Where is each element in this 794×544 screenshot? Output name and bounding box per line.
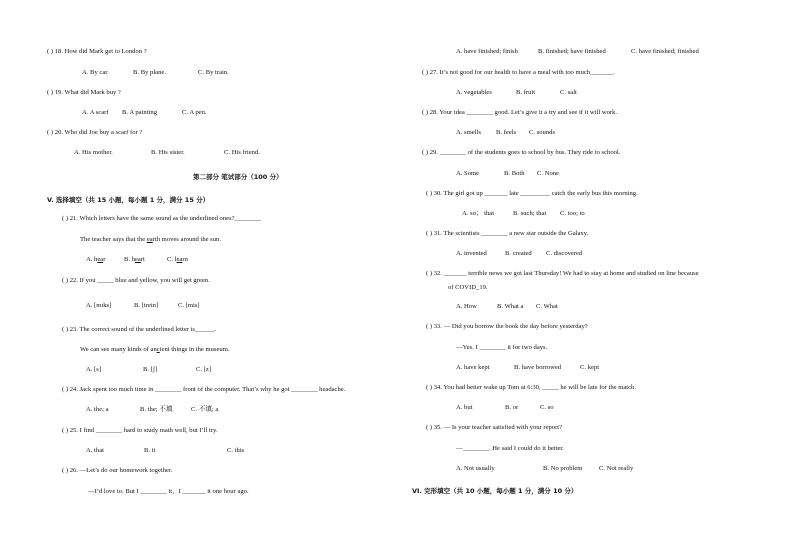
q23-sentence: We can see many kinds of ancient things in the museum. — [80, 346, 230, 353]
q27-option-a: A. vegetables — [456, 89, 492, 96]
q34-option-c: C. so — [540, 404, 554, 411]
q35-option-c: C. Not really — [599, 465, 634, 472]
left-column — [0, 0, 370, 544]
part2-title: 第二部分 笔试部分（100 分） — [193, 173, 283, 181]
q29-option-b: B. Both — [504, 170, 525, 177]
q32-option-c: C. What — [536, 303, 558, 310]
q20-option-b: B. His sister. — [151, 149, 185, 156]
q27-option-b: B. fruit — [516, 89, 536, 96]
q19-option-a: A. A scarf — [82, 109, 109, 116]
q19-option-c: C. A pen. — [182, 109, 207, 116]
q28-option-c: C. sounds — [529, 129, 556, 136]
q26-option-c: C. have finished; finished — [631, 48, 699, 55]
q21-option-a: A. hear — [86, 256, 106, 263]
q18-option-c: C. By train. — [198, 69, 229, 76]
q31-option-b: B. created — [505, 250, 532, 257]
q26-option-a: A. have finished; finish — [456, 48, 518, 55]
q19-option-b: B. A painting — [122, 109, 157, 116]
q34-option-b: B. or — [505, 404, 519, 411]
question-29: ( ) 29. ________ of the students goes to school by bus. They ride to school. — [422, 149, 621, 156]
question-19: ( ) 19. What did Mark buy ? — [47, 89, 121, 96]
q24-option-a: A. the; a — [86, 406, 109, 413]
q21-option-c: C. learn — [167, 256, 188, 263]
question-23: ( ) 23. The correct sound of the underlined letter is______. — [62, 326, 217, 333]
question-32: ( ) 32. _______ terrible news we got last Thursday! We had to stay at home and studied on line because — [426, 270, 699, 277]
q18-option-a: A. By car. — [82, 69, 109, 76]
q24-option-c: C. 不填; a — [191, 406, 219, 413]
question-26: ( ) 26. —Let’s do our homework together. — [62, 467, 173, 474]
q30-option-c: C. too; to — [560, 210, 585, 217]
q35-option-a: A. Not usually — [456, 465, 495, 472]
q30-option-a: A. so； that — [462, 210, 495, 217]
q32-option-b: B. What a — [497, 303, 524, 310]
q29-option-a: A. Some — [456, 170, 480, 177]
q31-option-a: A. invented — [456, 250, 487, 257]
question-25: ( ) 25. I find ________ hard to study math well, but I’ll try. — [62, 427, 218, 434]
q33-reply: —Yes. I ________ it for two days. — [456, 344, 548, 351]
q25-option-b: B. it — [144, 447, 156, 454]
q35-reply: —________. He said I could do it better. — [456, 445, 564, 452]
question-22: ( ) 22. If you _____ blue and yellow, you will get green. — [62, 277, 210, 284]
q23-option-c: C. [z] — [196, 366, 212, 373]
q20-option-a: A. His mother. — [74, 149, 113, 156]
q26-option-b: B. finished; have finished — [538, 48, 606, 55]
q28-option-b: B. feels — [496, 129, 517, 136]
section6-title: VI. 完形填空（共 10 小题，每小题 1 分，满分 10 分） — [412, 487, 578, 495]
q34-option-a: A. but — [456, 404, 473, 411]
q31-option-c: C. discovered — [546, 250, 583, 257]
right-column — [400, 0, 794, 544]
q20-option-c: C. His friend. — [224, 149, 260, 156]
q32-continuation: of COVID_19. — [448, 284, 488, 291]
question-27: ( ) 27. It’s not good for our health to have a meal with too much_______. — [422, 69, 615, 76]
question-20: ( ) 20. Who did Joe buy a scarf for ? — [47, 129, 143, 136]
q21-option-b: B. heart — [124, 256, 145, 263]
q35-option-b: B. No problem — [543, 465, 583, 472]
q30-option-b: B. such; that — [513, 210, 547, 217]
question-35: ( ) 35. — Is your teacher satisfied with your report? — [426, 424, 563, 431]
q23-option-a: A. [s] — [86, 366, 102, 373]
question-33: ( ) 33. — Did you borrow the book the day before yesterday? — [426, 323, 588, 330]
q29-option-c: C. None — [537, 170, 559, 177]
question-30: ( ) 30. The girl got up _______ late _________ catch the early bus this morning. — [426, 190, 638, 197]
question-31: ( ) 31. The scientists ________ a new star outside the Galaxy. — [426, 230, 589, 237]
q22-option-b: B. [trein] — [134, 302, 159, 309]
q28-option-a: A. smells — [456, 129, 481, 136]
q22-option-a: A. [mɪks] — [86, 302, 112, 309]
q23-option-b: B. [ʃ] — [143, 366, 158, 373]
q32-option-a: A. How — [456, 303, 477, 310]
q26-sentence: —I’d love to. But I ________ it，I _______ it one hour ago. — [88, 488, 249, 495]
q24-option-b: B. the; 不填 — [140, 406, 173, 413]
question-24: ( ) 24. Jack spent too much time in ________ front of the computer. That’s why he got ________ headache. — [62, 386, 346, 393]
question-18: ( ) 18. How did Mark get to London ? — [47, 48, 147, 55]
question-34: ( ) 34. You had better wake up Tom at 6:30, _____ he will be late for the match. — [426, 384, 637, 391]
question-28: ( ) 28. Your idea ________ good. Let’s give it a try and see if it will work. — [422, 109, 618, 116]
section5-title: V. 选择填空（共 15 小题，每小题 1 分，满分 15 分） — [47, 196, 210, 204]
q33-option-b: B. have borrowed — [514, 364, 562, 371]
question-21: ( ) 21. Which letters have the same sound as the underlined ones?________ — [62, 215, 261, 222]
q25-option-a: A. that — [86, 447, 104, 454]
q21-sentence: The teacher says that the earth moves around the sun. — [80, 236, 221, 243]
q33-option-c: C. kept — [580, 364, 600, 371]
q22-option-c: C. [mis] — [178, 302, 200, 309]
q25-option-c: C. this — [227, 447, 245, 454]
q18-option-b: B. By plane. — [133, 69, 166, 76]
q27-option-c: C. salt — [560, 89, 577, 96]
q33-option-a: A. have kept — [456, 364, 490, 371]
